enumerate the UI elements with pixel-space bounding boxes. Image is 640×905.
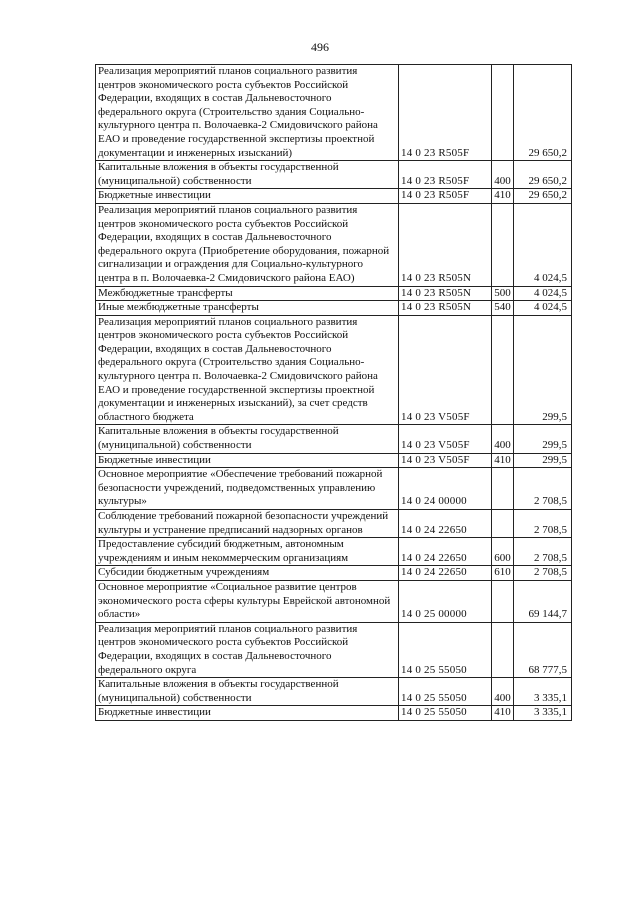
row-target-code: 14 0 25 55050 xyxy=(399,622,492,677)
row-name: Реализация мероприятий планов социального развития центров экономического роста субъектов Российской Федерации, входящих в состав Дальневосточного федерального округа (Приобретение оборудования, пожарной сигнализации и ограждения для Социально-культурного центра в п. Волочаевка-2 Смидовичского района ЕАО) xyxy=(96,203,399,286)
row-name: Межбюджетные трансферты xyxy=(96,286,399,301)
row-expense-type: 400 xyxy=(492,161,514,189)
row-expense-type xyxy=(492,315,514,425)
table-row xyxy=(96,706,572,721)
row-name: Капитальные вложения в объекты государственной (муниципальной) собственности xyxy=(96,678,399,706)
row-amount: 29 650,2 xyxy=(514,161,572,189)
row-name: Реализация мероприятий планов социального развития центров экономического роста субъектов Российской Федерации, входящих в состав Дальневосточного федерального округа xyxy=(96,622,399,677)
table-row xyxy=(96,65,572,161)
table-row xyxy=(96,622,572,677)
row-expense-type: 410 xyxy=(492,706,514,721)
row-amount: 4 024,5 xyxy=(514,203,572,286)
table-row xyxy=(96,580,572,622)
row-expense-type xyxy=(492,203,514,286)
row-amount: 299,5 xyxy=(514,425,572,453)
row-name: Соблюдение требований пожарной безопасности учреждений культуры и устранение предписаний надзорных органов xyxy=(96,510,399,538)
row-name: Бюджетные инвестиции xyxy=(96,189,399,204)
row-name: Предоставление субсидий бюджетным, автономным учреждениям и иным некоммерческим организациям xyxy=(96,538,399,566)
row-name: Иные межбюджетные трансферты xyxy=(96,301,399,316)
table-row xyxy=(96,678,572,706)
row-amount: 29 650,2 xyxy=(514,65,572,161)
table-row xyxy=(96,161,572,189)
row-expense-type xyxy=(492,622,514,677)
row-expense-type: 410 xyxy=(492,453,514,468)
table-row xyxy=(96,453,572,468)
row-target-code: 14 0 23 R505F xyxy=(399,65,492,161)
table-row xyxy=(96,468,572,510)
row-target-code: 14 0 23 R505N xyxy=(399,301,492,316)
table-row xyxy=(96,189,572,204)
row-name: Реализация мероприятий планов социального развития центров экономического роста субъектов Российской Федерации, входящих в состав Дальневосточного федерального округа (Строительство здания Социально-культурного центра п. Волочаевка-2 Смидовичского района ЕАО и проведение государственной экспертизы проектной документации и инженерных изысканий) xyxy=(96,65,399,161)
row-target-code: 14 0 24 00000 xyxy=(399,468,492,510)
row-amount: 2 708,5 xyxy=(514,566,572,581)
row-target-code: 14 0 23 V505F xyxy=(399,453,492,468)
row-name: Основное мероприятие «Обеспечение требований пожарной безопасности учреждений, подведомственных управлению культуры» xyxy=(96,468,399,510)
row-amount: 4 024,5 xyxy=(514,301,572,316)
row-amount: 299,5 xyxy=(514,315,572,425)
row-target-code: 14 0 23 V505F xyxy=(399,315,492,425)
row-expense-type: 400 xyxy=(492,425,514,453)
row-target-code: 14 0 24 22650 xyxy=(399,510,492,538)
row-expense-type xyxy=(492,580,514,622)
row-target-code: 14 0 25 55050 xyxy=(399,706,492,721)
row-name: Реализация мероприятий планов социального развития центров экономического роста субъектов Российской Федерации, входящих в состав Дальневосточного федерального округа (Строительство здания Социально-культурного центра п. Волочаевка-2 Смидовичского района ЕАО и проведение государственной экспертизы проектной документации и инженерных изысканий), за счет средств областного бюджета xyxy=(96,315,399,425)
row-target-code: 14 0 23 V505F xyxy=(399,425,492,453)
row-amount: 2 708,5 xyxy=(514,510,572,538)
row-expense-type: 610 xyxy=(492,566,514,581)
row-target-code: 14 0 23 R505N xyxy=(399,286,492,301)
row-name: Капитальные вложения в объекты государственной (муниципальной) собственности xyxy=(96,161,399,189)
row-amount: 29 650,2 xyxy=(514,189,572,204)
row-target-code: 14 0 25 00000 xyxy=(399,580,492,622)
row-expense-type xyxy=(492,468,514,510)
row-expense-type: 600 xyxy=(492,538,514,566)
table-row xyxy=(96,566,572,581)
row-name: Субсидии бюджетным учреждениям xyxy=(96,566,399,581)
row-expense-type xyxy=(492,510,514,538)
row-amount: 299,5 xyxy=(514,453,572,468)
row-name: Бюджетные инвестиции xyxy=(96,706,399,721)
table-row xyxy=(96,286,572,301)
row-amount: 3 335,1 xyxy=(514,706,572,721)
row-amount: 2 708,5 xyxy=(514,468,572,510)
row-expense-type: 410 xyxy=(492,189,514,204)
row-expense-type xyxy=(492,65,514,161)
row-expense-type: 540 xyxy=(492,301,514,316)
row-amount: 3 335,1 xyxy=(514,678,572,706)
row-target-code: 14 0 24 22650 xyxy=(399,538,492,566)
row-target-code: 14 0 23 R505F xyxy=(399,161,492,189)
table-row xyxy=(96,301,572,316)
table-row xyxy=(96,315,572,425)
row-expense-type: 500 xyxy=(492,286,514,301)
row-amount: 69 144,7 xyxy=(514,580,572,622)
row-target-code: 14 0 23 R505F xyxy=(399,189,492,204)
row-amount: 4 024,5 xyxy=(514,286,572,301)
row-expense-type: 400 xyxy=(492,678,514,706)
table-row xyxy=(96,425,572,453)
page-number: 496 xyxy=(311,40,329,54)
table-row xyxy=(96,203,572,286)
row-amount: 2 708,5 xyxy=(514,538,572,566)
row-target-code: 14 0 23 R505N xyxy=(399,203,492,286)
row-amount: 68 777,5 xyxy=(514,622,572,677)
row-target-code: 14 0 25 55050 xyxy=(399,678,492,706)
table-row xyxy=(96,510,572,538)
row-target-code: 14 0 24 22650 xyxy=(399,566,492,581)
budget-table xyxy=(95,64,572,721)
table-row xyxy=(96,538,572,566)
row-name: Капитальные вложения в объекты государственной (муниципальной) собственности xyxy=(96,425,399,453)
row-name: Бюджетные инвестиции xyxy=(96,453,399,468)
row-name: Основное мероприятие «Социальное развитие центров экономического роста сферы культуры Еврейской автономной области» xyxy=(96,580,399,622)
